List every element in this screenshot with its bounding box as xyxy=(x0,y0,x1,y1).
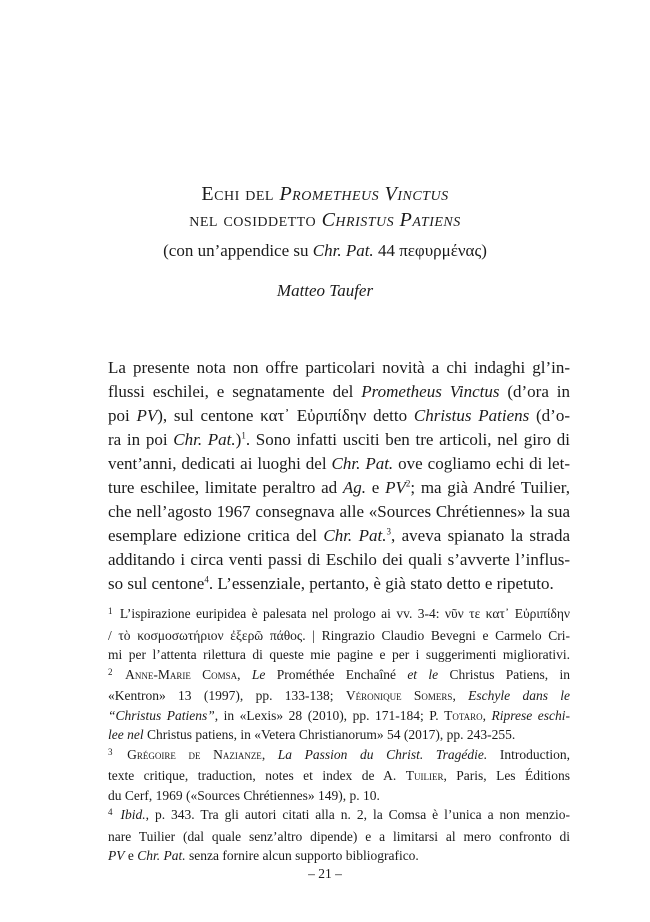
footnote-ref: 3 xyxy=(386,526,391,537)
body-line: vent’anni, dedicati ai luoghi del Chr. Pat. ove cogliamo echi di let- xyxy=(108,454,570,473)
footnote-number: 1 xyxy=(108,606,113,616)
page-number: – 21 – xyxy=(308,866,342,881)
article-title-line-2 xyxy=(0,208,650,232)
body-line: La presente nota non offre particolari novità a chi indaghi gl’in- xyxy=(108,358,570,377)
title-italic-text: Christus Patiens xyxy=(321,209,461,231)
body-line: che nell’agosto 1967 consegnava alle «Sources Chrétiennes» la sua xyxy=(108,502,570,521)
article-title-line-1 xyxy=(0,182,650,206)
body-paragraph xyxy=(108,356,570,596)
body-line: poi PV), sul centone κατ᾽ Εὐριπίδην detto Christus Patiens (d’o- xyxy=(108,406,570,425)
body-line: so sul centone$^4$. L’essenziale, pertanto, è già stato detto e ripetuto. xyxy=(108,574,554,593)
footnote-1: $^1$ L’ispirazione euripidea è palesata nel prologo ai vv. 3-4: νῦν τε κατ᾽ Εὐριπίδην / τὸ κοσμοσωτήριον ἐξερῶ πάθος. | Ringrazio Claudio Bevegni e Carmelo Cri- mi per l’attenta rilettura di queste mie pagine e per i suggerimenti migliorativi. xyxy=(108,606,570,662)
footnote-2: $^2$ Anne-Marie Comsa, Le Prométhée Enchaîné et le Christus Patiens, in «Kentron» 13 (1997), pp. 133-138; Véronique Somers, Eschyle dans le “Christus Patiens”, in «Lexis» 28 (2010), pp. 171-184; P. Totaro, Riprese eschi- lee nel Christus patiens, in «Vetera Christianorum» 54 (2017), pp. 243-255. xyxy=(108,666,571,742)
footnote-4: $^4$ Ibid., p. 343. Tra gli autori citati alla n. 2, la Comsa è l’unica a non menzio- nare Tuilier (dal quale senz’altro dipende) e a limitarsi al mero confronto di PV e Chr. Pat. senza fornire alcun supporto bibliografico. xyxy=(108,807,571,863)
footnote-number: 3 xyxy=(108,746,113,757)
footnotes xyxy=(108,604,570,866)
title-text: Echi del xyxy=(201,183,280,205)
footnote-3: $^3$ Grégoire de Nazianze, La Passion du Christ. Tragédie. Introduction, texte critique, traduction, notes et index de A. Tuilier, Paris, Les Éditions du Cerf, 1969 («Sources Chrétiennes» 149), p. 10. xyxy=(108,746,570,803)
footnote-ref: 1 xyxy=(241,430,246,441)
article-subtitle: (con un’appendice su Chr. Pat. 44 πεφυρμένας) xyxy=(163,241,487,260)
author-name: Matteo Taufer xyxy=(276,281,374,300)
body-line: esemplare edizione critica del Chr. Pat.$^3$, aveva spianato la strada xyxy=(108,526,570,545)
body-line: flussi eschilei, e segnatamente del Prometheus Vinctus (d’ora in xyxy=(108,382,570,401)
body-line: additando i circa venti passi di Eschilo dei quali s’avverte l’influs- xyxy=(108,550,570,569)
title-text: nel cosiddetto xyxy=(189,209,322,231)
title-italic-text: Prometheus Vinctus xyxy=(279,183,449,205)
body-line: ture eschilee, limitate peraltro ad Ag. e $PV^2$; ma già André Tuilier, xyxy=(108,478,571,497)
footnote-ref: 2 xyxy=(405,478,411,489)
footnote-number: 4 xyxy=(108,807,113,817)
footnote-number: 2 xyxy=(108,666,113,677)
body-line: ra in poi Chr. Pat.)$^1$. Sono infatti usciti ben tre articoli, nel giro di xyxy=(108,430,571,449)
footnote-ref: 4 xyxy=(204,574,209,585)
